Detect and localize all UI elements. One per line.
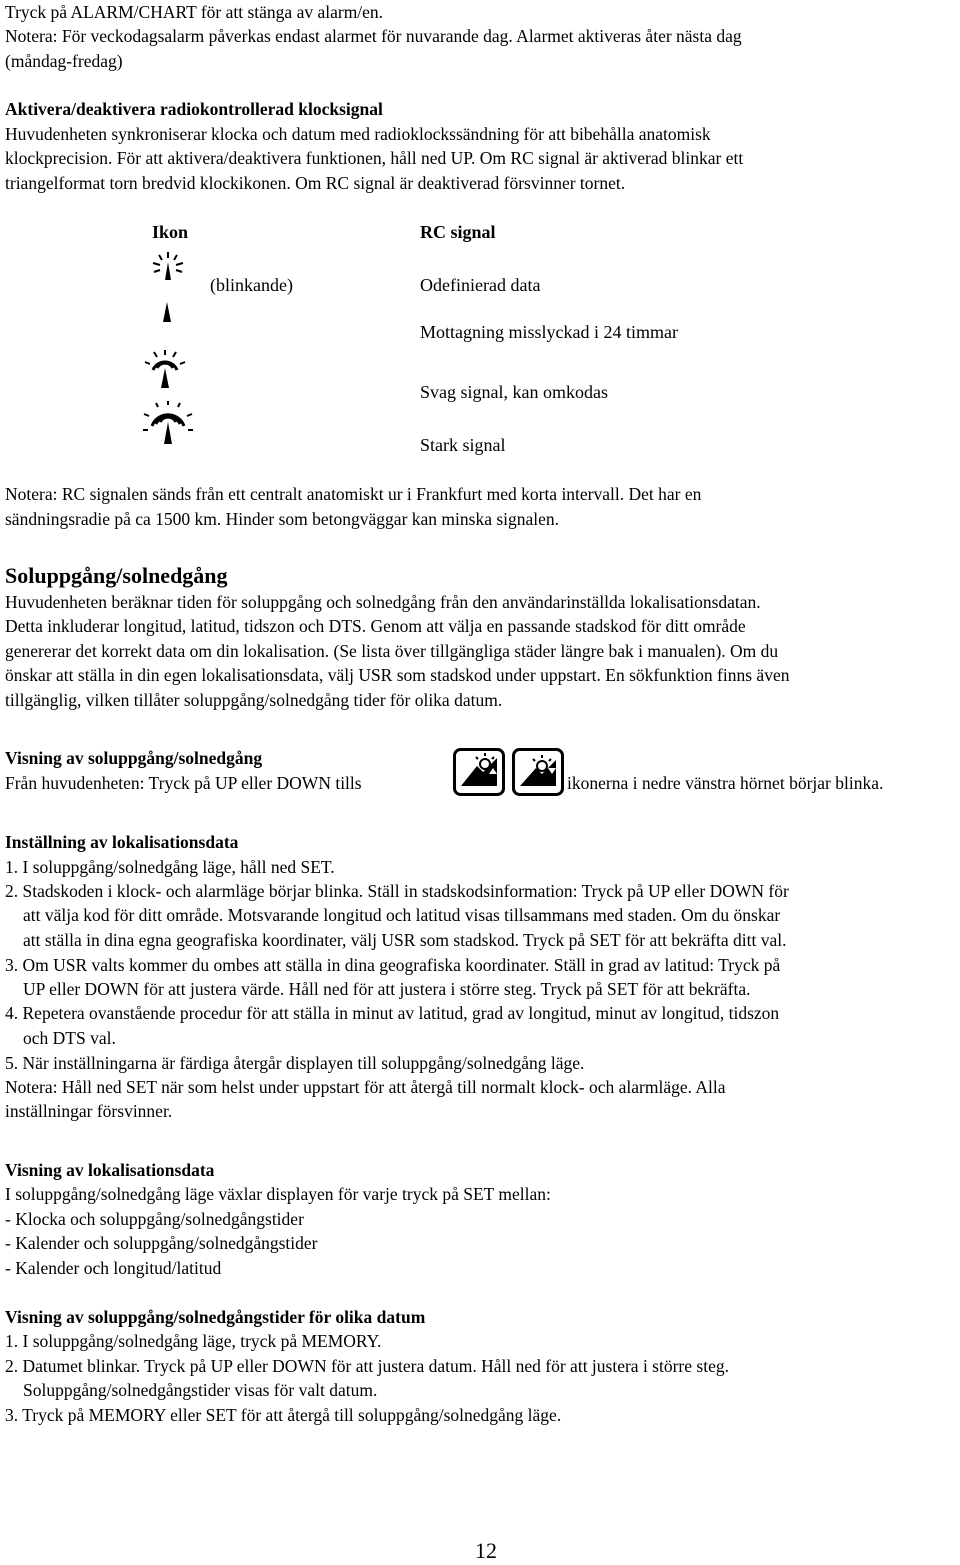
locview-line-2: - Klocka och soluppgång/solnedgångstider — [5, 1209, 304, 1229]
rc-note-line-1: Notera: RC signalen sänds från ett centralt anatomiskt ur i Frankfurt med korta intervall. Det har en — [5, 484, 702, 504]
sun-paragraph-line-4: önskar att ställa in din egen lokalisationsdata, välj USR som stadskod under uppstart. En sökfunktion finns även — [5, 665, 790, 685]
setup-line-11: inställningar försvinner. — [5, 1101, 173, 1121]
sun-paragraph-line-1: Huvudenheten beräknar tiden för soluppgång och solnedgång från den användarinställda lokalisationsdatan. — [5, 592, 761, 612]
sun-paragraph-line-3: genererar det korrekt data om din lokalisation. (Se lista över tillgängliga städer längre bak i manualen). Om du — [5, 641, 779, 661]
sun-paragraph-line-5: tillgänglig, vilken tillåter soluppgång/solnedgång tider för olika datum. — [5, 690, 503, 710]
setup-line-8: och DTS val. — [23, 1028, 116, 1048]
rc-row-2: Mottagning misslyckad i 24 timmar — [420, 322, 678, 342]
setup-line-3: att välja kod för ditt område. Motsvarande longitud och latitud visas tillsammans med staden. Om du önskar — [23, 905, 781, 925]
blinking-label: (blinkande) — [210, 275, 293, 295]
setup-line-2: 2. Stadskoden i klock- och alarmläge börjar blinka. Ställ in stadskodsinformation: Tryck på UP eller DOWN för — [5, 881, 789, 901]
dates-line-3: Soluppgång/solnedgångstider visas för valt datum. — [23, 1380, 378, 1400]
tower-icon — [155, 298, 179, 326]
setup-line-6: UP eller DOWN för att justera värde. Håll ned för att justera i större steg. Tryck på SET för att bekräfta. — [23, 979, 751, 999]
sun-heading: Soluppgång/solnedgång — [5, 563, 228, 588]
rc-paragraph-line-2: klockprecision. För att aktivera/deaktivera funktionen, håll ned UP. Om RC signal är aktiverad blinkar ett — [5, 148, 744, 168]
sunrise-icon — [453, 748, 505, 796]
locview-heading: Visning av lokalisationsdata — [5, 1160, 215, 1180]
sun-paragraph-line-2: Detta inkluderar longitud, latitud, tidszon och DTS. Genom att välja en passande stadskod för ditt område — [5, 616, 746, 636]
tower-strong-signal-icon — [140, 400, 196, 448]
locview-line-1: I soluppgång/solnedgång läge växlar displayen för varje tryck på SET mellan: — [5, 1184, 551, 1204]
tower-weak-signal-icon — [140, 348, 190, 392]
page-number: 12 — [475, 1538, 497, 1563]
dates-heading: Visning av soluppgång/solnedgångstider för olika datum — [5, 1307, 426, 1327]
view-text-before: Från huvudenheten: Tryck på UP eller DOWN tills — [5, 773, 362, 793]
rc-row-1: Odefinierad data — [420, 275, 541, 295]
rc-row-4: Stark signal — [420, 435, 506, 455]
setup-line-9: 5. När inställningarna är färdiga återgår displayen till soluppgång/solnedgång läge. — [5, 1053, 585, 1073]
setup-line-10: Notera: Håll ned SET när som helst under uppstart för att återgå till normalt klock- och alarmläge. Alla — [5, 1077, 726, 1097]
intro-line-1: Tryck på ALARM/CHART för att stänga av alarm/en. — [5, 2, 384, 22]
intro-line-2: Notera: För veckodagsalarm påverkas endast alarmet för nuvarande dag. Alarmet aktiveras åter nästa dag — [5, 26, 742, 46]
rc-row-3: Svag signal, kan omkodas — [420, 382, 608, 402]
setup-heading: Inställning av lokalisationsdata — [5, 832, 239, 852]
dates-line-2: 2. Datumet blinkar. Tryck på UP eller DOWN för att justera datum. Håll ned för att justera i större steg. — [5, 1356, 729, 1376]
setup-line-7: 4. Repetera ovanstående procedur för att ställa in minut av latitud, grad av longitud, minut av longitud, tidszon — [5, 1003, 780, 1023]
setup-line-1: 1. I soluppgång/solnedgång läge, håll ned SET. — [5, 857, 335, 877]
dates-line-4: 3. Tryck på MEMORY eller SET för att återgå till soluppgång/solnedgång läge. — [5, 1405, 562, 1425]
rc-heading: Aktivera/deaktivera radiokontrollerad klocksignal — [5, 99, 383, 119]
rc-note-line-2: sändningsradie på ca 1500 km. Hinder som betongväggar kan minska signalen. — [5, 509, 560, 529]
view-heading: Visning av soluppgång/solnedgång — [5, 748, 263, 768]
table-header-rc-signal: RC signal — [420, 222, 496, 242]
locview-line-4: - Kalender och longitud/latitud — [5, 1258, 222, 1278]
view-text-after: ikonerna i nedre vänstra hörnet börjar blinka. — [567, 773, 884, 793]
dates-line-1: 1. I soluppgång/solnedgång läge, tryck på MEMORY. — [5, 1331, 382, 1351]
setup-line-5: 3. Om USR valts kommer du ombes att ställa in dina geografiska koordinater. Ställ in grad av latitud: Tryck på — [5, 955, 781, 975]
locview-line-3: - Kalender och soluppgång/solnedgångstider — [5, 1233, 318, 1253]
rc-paragraph-line-3: triangelformat torn bredvid klockikonen. Om RC signal är deaktiverad försvinner tornet. — [5, 173, 626, 193]
table-header-icon: Ikon — [152, 222, 189, 242]
tower-blinking-icon — [150, 250, 186, 284]
sunset-icon — [512, 748, 564, 796]
rc-paragraph-line-1: Huvudenheten synkroniserar klocka och datum med radioklockssändning för att bibehålla anatomisk — [5, 124, 711, 144]
intro-line-3: (måndag-fredag) — [5, 51, 123, 71]
setup-line-4: att ställa in dina egna geografiska koordinater, välj USR som stadskod. Tryck på SET för att bekräfta ditt val. — [23, 930, 787, 950]
